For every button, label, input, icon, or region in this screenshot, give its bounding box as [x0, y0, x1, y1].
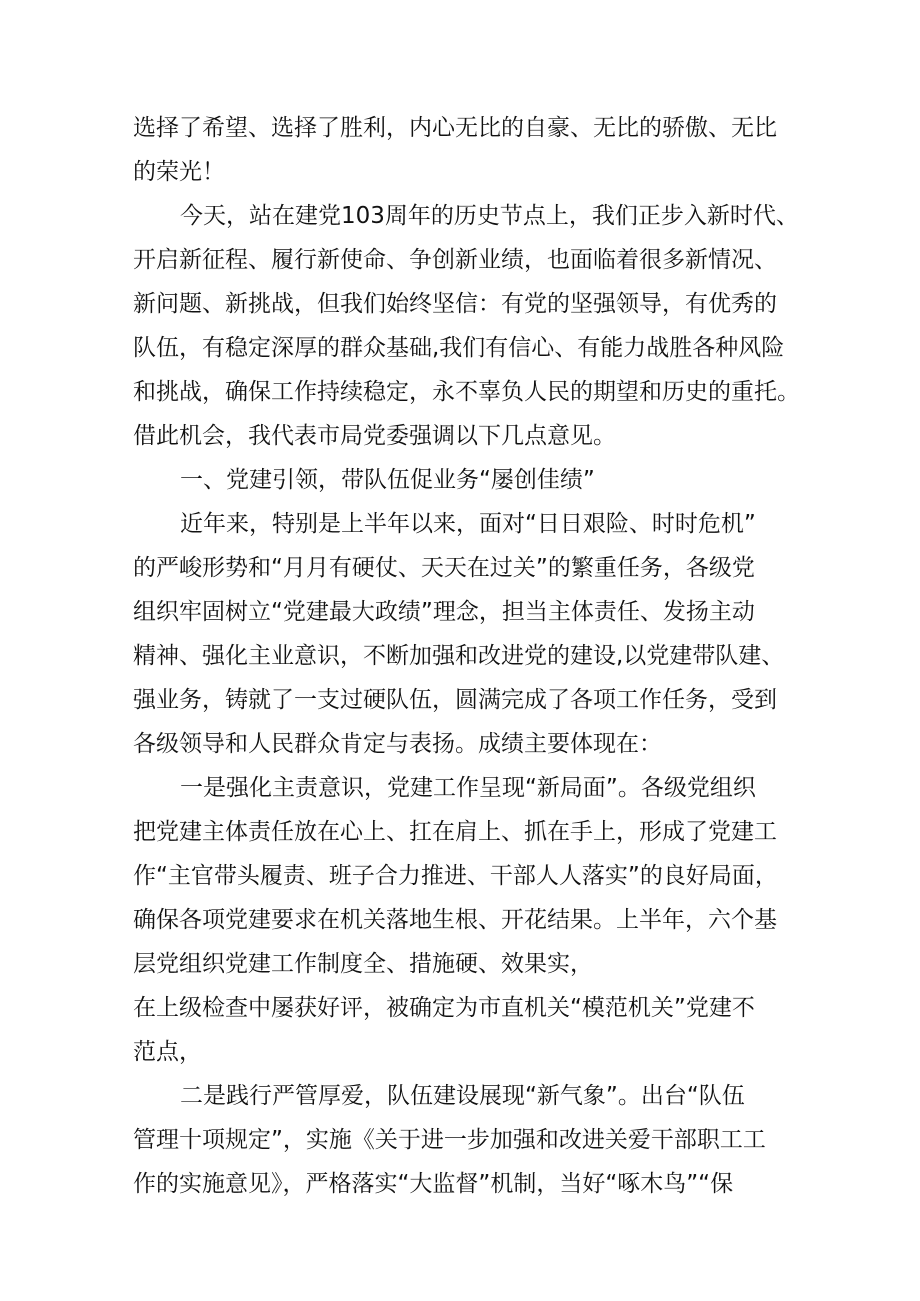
text-line: 组织牢固树立“党建最大政绩”理念，担当主体责任、发扬主动 — [133, 599, 755, 625]
text-line: 开启新征程、履行新使命、争创新业绩，也面临着很多新情况、 — [133, 247, 777, 273]
text-line: 把党建主体责任放在心上、扛在肩上、抓在手上，形成了党建工 — [133, 819, 777, 845]
text-line: 确保各项党建要求在机关落地生根、开花结果。上半年，六个基 — [133, 907, 777, 933]
text-line: 一是强化主责意识，党建工作呈现“新局面”。各级党组织 — [180, 775, 756, 801]
text-line: 新问题、新挑战，但我们始终坚信：有党的坚强领导，有优秀的 — [133, 291, 777, 317]
text-line: 选择了希望、选择了胜利，内心无比的自豪、无比的骄傲、无比 — [133, 115, 777, 141]
text-line: 近年来，特别是上半年以来，面对“日日艰险、时时危机” — [180, 511, 756, 537]
text-line: 各级领导和人民群众肯定与表扬。成绩主要体现在： — [133, 731, 662, 757]
text-line: 的严峻形势和“月月有硬仗、天天在过关”的繁重任务，各级党 — [133, 555, 755, 581]
text-line: 二是践行严管厚爱，队伍建设展现“新气象”。出台“队伍 — [180, 1083, 745, 1109]
text-line: 作的实施意见》，严格落实“大监督”机制，当好“啄木鸟”“保 — [133, 1171, 734, 1197]
text-line: 精神、强化主业意识，不断加强和改进党的建设,以党建带队建、 — [133, 643, 785, 669]
text-line: 作“主官带头履责、班子合力推进、干部人人落实”的良好局面， — [133, 863, 778, 889]
text-line: 强业务，铸就了一支过硬队伍，圆满完成了各项工作任务，受到 — [133, 687, 777, 713]
text-line: 借此机会，我代表市局党委强调以下几点意见。 — [133, 423, 616, 449]
text-line: 队伍，有稳定深厚的群众基础,我们有信心、有能力战胜各种风险 — [133, 335, 785, 361]
text-line: 范点， — [133, 1039, 202, 1065]
text-line: 管理十项规定”，实施《关于进一步加强和改进关爱干部职工工 — [133, 1127, 766, 1153]
text-line: 在上级检查中屡获好评，被确定为市直机关“模范机关”党建不 — [133, 995, 755, 1021]
text-line: 今天，站在建党103周年的历史节点上，我们正步入新时代、 — [180, 203, 799, 229]
text-line: 的荣光！ — [133, 159, 225, 185]
section-heading: 一、党建引领，带队伍促业务“屡创佳绩” — [180, 467, 595, 493]
text-line: 层党组织党建工作制度全、措施硬、效果实， — [133, 951, 593, 977]
text-line: 和挑战，确保工作持续稳定，永不辜负人民的期望和历史的重托。 — [133, 379, 800, 405]
